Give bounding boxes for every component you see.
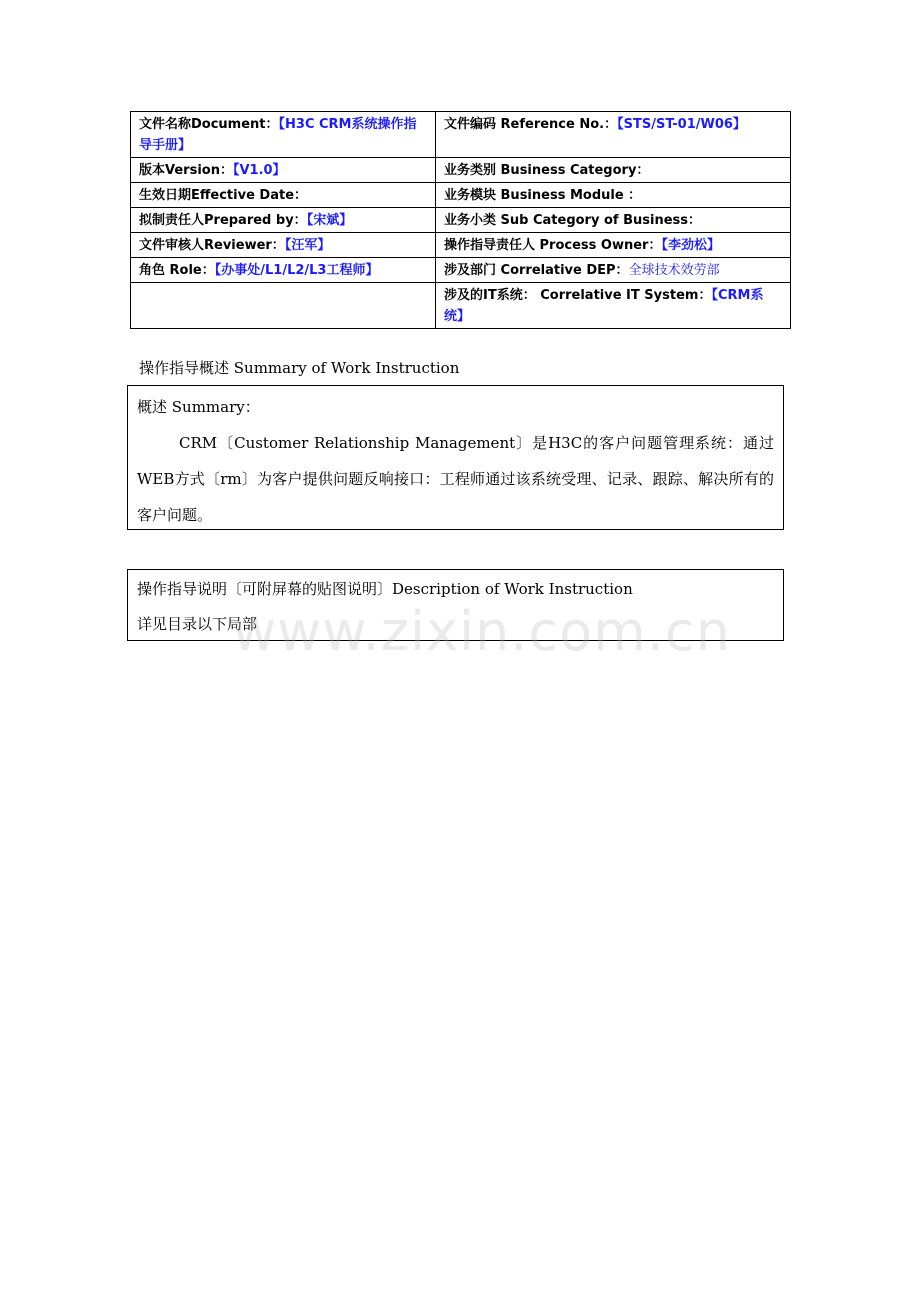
version-cell <box>131 158 436 183</box>
correlative-dep-value: 全球技术效劳部 <box>628 263 720 278</box>
reviewer-label: 文件审核人Reviewer： <box>139 238 285 253</box>
reference-no-value: 【STS/ST-01/W06】 <box>617 117 746 132</box>
meta-row-role <box>131 258 791 283</box>
sub-category-label: 业务小类 Sub Category of Business： <box>444 213 701 228</box>
role-value: 【办事处/L1/L2/L3工程师】 <box>214 263 379 278</box>
meta-row-it-system <box>131 283 791 329</box>
process-owner-value: 【李劲松】 <box>661 238 720 253</box>
document-meta-table <box>130 111 791 329</box>
business-module-cell <box>436 183 791 208</box>
business-module-label: 业务模块 Business Module ： <box>444 188 642 203</box>
empty-cell <box>131 283 436 329</box>
description-title: 操作指导说明〔可附屏幕的贴图说明〕Description of Work Instruction <box>137 580 633 598</box>
reviewer-cell <box>131 233 436 258</box>
correlative-dep-label: 涉及部门 Correlative DEP： <box>444 263 629 278</box>
meta-row-prepared-by <box>131 208 791 233</box>
document-name-cell <box>131 112 436 158</box>
meta-row-version <box>131 158 791 183</box>
it-system-label: 涉及的IT系统： Correlative IT System： <box>444 288 712 303</box>
process-owner-label: 操作指导责任人 Process Owner： <box>444 238 662 253</box>
version-label: 版本Version： <box>139 163 233 178</box>
sub-category-cell <box>436 208 791 233</box>
effective-date-label: 生效日期Effective Date： <box>139 188 308 203</box>
business-category-cell <box>436 158 791 183</box>
business-category-label: 业务类别 Business Category： <box>444 163 650 178</box>
summary-section-title: 操作指导概述 Summary of Work Instruction <box>139 359 460 377</box>
prepared-by-cell <box>131 208 436 233</box>
prepared-by-value: 【宋斌】 <box>306 213 353 228</box>
meta-row-effective-date <box>131 183 791 208</box>
it-system-value: 【CRM系统】 <box>444 288 764 324</box>
description-box <box>127 569 784 641</box>
correlative-dep-cell <box>436 258 791 283</box>
summary-label: 概述 Summary： <box>137 398 260 416</box>
it-system-cell <box>436 283 791 329</box>
meta-row-document <box>131 112 791 158</box>
role-cell <box>131 258 436 283</box>
process-owner-cell <box>436 233 791 258</box>
watermark: www.zixin.com.cn <box>232 600 731 663</box>
version-value: 【V1.0】 <box>232 163 286 178</box>
document-name-label: 文件名称Document： <box>139 117 279 132</box>
document-name-value: 【H3C CRM系统操作指导手册】 <box>139 117 417 153</box>
summary-box <box>127 385 784 530</box>
reviewer-value: 【汪军】 <box>284 238 331 253</box>
reference-no-label: 文件编码 Reference No.： <box>444 117 618 132</box>
meta-row-reviewer <box>131 233 791 258</box>
prepared-by-label: 拟制责任人Prepared by： <box>139 213 307 228</box>
summary-body: CRM〔Customer Relationship Management〕是H3C的客户问题管理系统：通过WEB方式〔rm〕为客户提供问题反响接口：工程师通过该系统受理、记录、跟踪、解决所有的客户问题。 <box>137 434 774 524</box>
role-label: 角色 Role： <box>139 263 215 278</box>
description-note: 详见目录以下局部 <box>137 615 258 633</box>
effective-date-cell <box>131 183 436 208</box>
reference-no-cell <box>436 112 791 158</box>
